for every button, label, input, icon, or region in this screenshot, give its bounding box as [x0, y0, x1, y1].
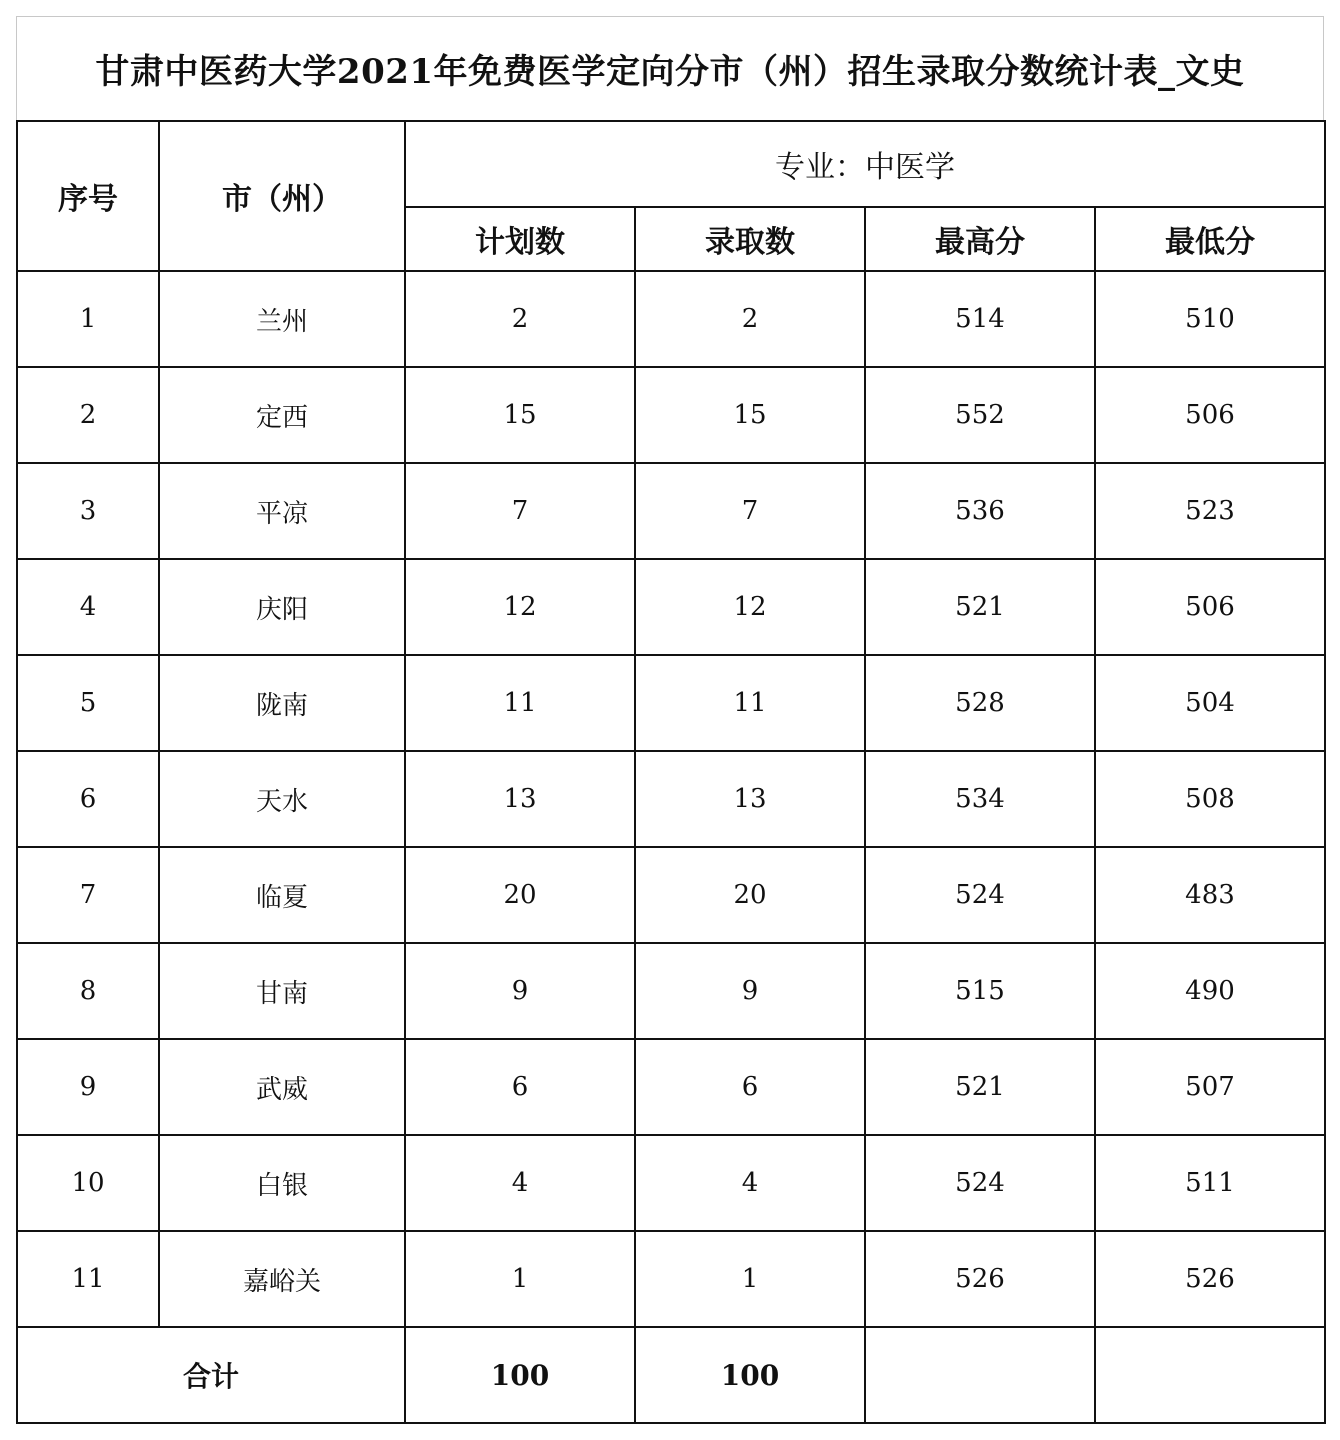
table-row — [17, 751, 1325, 847]
cell-city: 庆阳 — [159, 559, 405, 655]
cell-max: 526 — [865, 1231, 1095, 1327]
cell-city: 陇南 — [159, 655, 405, 751]
cell-max: 521 — [865, 559, 1095, 655]
cell-seq: 2 — [17, 367, 159, 463]
cell-max: 521 — [865, 1039, 1095, 1135]
table-row — [17, 847, 1325, 943]
cell-city: 临夏 — [159, 847, 405, 943]
cell-admitted: 20 — [635, 847, 865, 943]
cell-min: 511 — [1095, 1135, 1325, 1231]
cell-max: 528 — [865, 655, 1095, 751]
cell-seq: 8 — [17, 943, 159, 1039]
cell-seq: 1 — [17, 271, 159, 367]
table-row — [17, 367, 1325, 463]
total-label: 合计 — [17, 1327, 405, 1423]
cell-min: 506 — [1095, 367, 1325, 463]
cell-max: 524 — [865, 1135, 1095, 1231]
cell-city: 兰州 — [159, 271, 405, 367]
total-min — [1095, 1327, 1325, 1423]
cell-seq: 3 — [17, 463, 159, 559]
cell-seq: 10 — [17, 1135, 159, 1231]
cell-admitted: 15 — [635, 367, 865, 463]
cell-min: 483 — [1095, 847, 1325, 943]
cell-plan: 15 — [405, 367, 635, 463]
header-plan: 计划数 — [405, 207, 635, 271]
title-box — [16, 16, 1324, 120]
cell-plan: 2 — [405, 271, 635, 367]
cell-max: 514 — [865, 271, 1095, 367]
header-row-1 — [17, 121, 1325, 207]
header-min: 最低分 — [1095, 207, 1325, 271]
cell-plan: 4 — [405, 1135, 635, 1231]
page-title: 甘肃中医药大学2021年免费医学定向分市（州）招生录取分数统计表_文史 — [95, 52, 1245, 92]
cell-seq: 4 — [17, 559, 159, 655]
table-row — [17, 463, 1325, 559]
total-max — [865, 1327, 1095, 1423]
cell-seq: 11 — [17, 1231, 159, 1327]
cell-admitted: 13 — [635, 751, 865, 847]
cell-city: 天水 — [159, 751, 405, 847]
cell-city: 定西 — [159, 367, 405, 463]
cell-min: 506 — [1095, 559, 1325, 655]
cell-admitted: 7 — [635, 463, 865, 559]
header-max: 最高分 — [865, 207, 1095, 271]
cell-seq: 5 — [17, 655, 159, 751]
table-row — [17, 1039, 1325, 1135]
header-city: 市（州） — [159, 121, 405, 271]
cell-city: 武威 — [159, 1039, 405, 1135]
cell-min: 490 — [1095, 943, 1325, 1039]
cell-plan: 6 — [405, 1039, 635, 1135]
cell-admitted: 9 — [635, 943, 865, 1039]
cell-seq: 9 — [17, 1039, 159, 1135]
cell-min: 508 — [1095, 751, 1325, 847]
cell-plan: 7 — [405, 463, 635, 559]
table-row — [17, 1231, 1325, 1327]
header-seq: 序号 — [17, 121, 159, 271]
header-major: 专业：中医学 — [405, 121, 1325, 207]
cell-min: 504 — [1095, 655, 1325, 751]
cell-min: 507 — [1095, 1039, 1325, 1135]
total-admitted: 100 — [635, 1327, 865, 1423]
cell-min: 526 — [1095, 1231, 1325, 1327]
cell-max: 552 — [865, 367, 1095, 463]
total-row — [17, 1327, 1325, 1423]
cell-city: 甘南 — [159, 943, 405, 1039]
cell-min: 510 — [1095, 271, 1325, 367]
cell-max: 534 — [865, 751, 1095, 847]
cell-plan: 1 — [405, 1231, 635, 1327]
cell-admitted: 12 — [635, 559, 865, 655]
cell-max: 536 — [865, 463, 1095, 559]
table-row — [17, 943, 1325, 1039]
score-table — [16, 120, 1326, 1424]
cell-admitted: 11 — [635, 655, 865, 751]
cell-admitted: 1 — [635, 1231, 865, 1327]
cell-seq: 6 — [17, 751, 159, 847]
cell-min: 523 — [1095, 463, 1325, 559]
cell-city: 平凉 — [159, 463, 405, 559]
table-row — [17, 655, 1325, 751]
cell-admitted: 6 — [635, 1039, 865, 1135]
cell-plan: 20 — [405, 847, 635, 943]
cell-plan: 13 — [405, 751, 635, 847]
cell-max: 515 — [865, 943, 1095, 1039]
table-row — [17, 559, 1325, 655]
table-row — [17, 1135, 1325, 1231]
score-sheet — [16, 16, 1324, 1424]
header-admitted: 录取数 — [635, 207, 865, 271]
cell-plan: 9 — [405, 943, 635, 1039]
cell-max: 524 — [865, 847, 1095, 943]
cell-city: 嘉峪关 — [159, 1231, 405, 1327]
cell-plan: 11 — [405, 655, 635, 751]
cell-admitted: 2 — [635, 271, 865, 367]
total-plan: 100 — [405, 1327, 635, 1423]
cell-plan: 12 — [405, 559, 635, 655]
cell-seq: 7 — [17, 847, 159, 943]
table-row — [17, 271, 1325, 367]
cell-city: 白银 — [159, 1135, 405, 1231]
cell-admitted: 4 — [635, 1135, 865, 1231]
